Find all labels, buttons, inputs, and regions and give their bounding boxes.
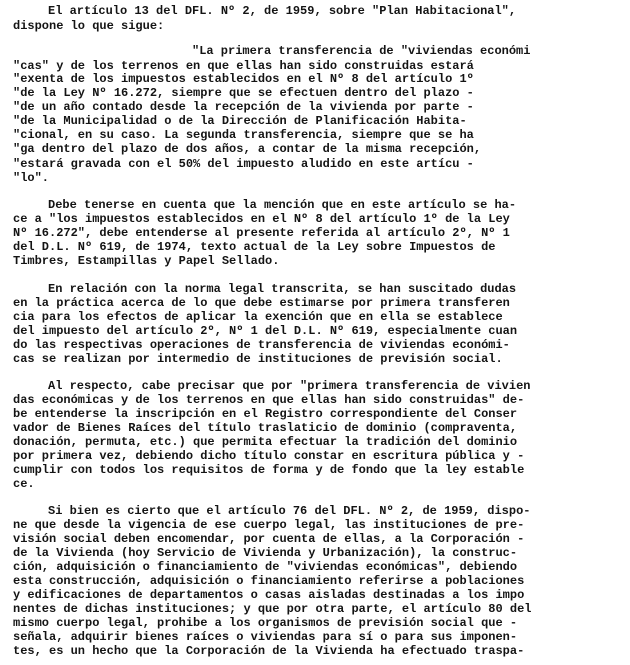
text-line: del impuesto del artículo 2º, Nº 1 del D.L. Nº 619, especialmente cuan (13, 324, 518, 338)
text-line: be entenderse la inscripción en el Registro correspondiente del Conser (13, 407, 518, 421)
text-line: Al respecto, cabe precisar que por "primera transferencia de vivien (48, 379, 531, 393)
text-line: y edificaciones de departamentos o casas aisladas destinadas a los impo (13, 588, 525, 602)
text-line: visión social deben encomendar, por cuenta de ellas, a la Corporación - (13, 532, 525, 546)
text-line: cas se realizan por intermedio de instituciones de previsión social. (13, 352, 503, 366)
text-line: esta construcción, adquisición o financiamiento referirse a poblaciones (13, 574, 525, 588)
text-line: ce. (13, 477, 35, 491)
text-line: Debe tenerse en cuenta que la mención que en este artículo se ha- (48, 198, 517, 212)
text-line: das económicas y de los terrenos en que ellas han sido construidas" de- (13, 393, 525, 407)
text-line: de la Vivienda (hoy Servicio de Vivienda y Urbanización), la construc- (13, 546, 518, 560)
text-line: En relación con la norma legal transcrita, se han suscitado dudas (48, 282, 517, 296)
text-line: mismo cuerpo legal, prohibe a los organismos de previsión social que - (13, 616, 518, 630)
text-line: cia para los efectos de aplicar la exención que en ella se establece (13, 310, 503, 324)
text-line: Si bien es cierto que el artículo 76 del DFL. Nº 2, de 1959, dispo- (48, 504, 531, 518)
text-line: en la práctica acerca de lo que debe estimarse por primera transferen (13, 296, 510, 310)
text-line: dispone lo que sigue: (13, 19, 165, 33)
text-line: cumplir con todos los requisitos de forma y de fondo que la ley estable (13, 463, 525, 477)
text-line: por primera vez, debiendo dicho título constar en escritura pública y - (13, 449, 525, 463)
text-line: Timbres, Estampillas y Papel Sellado. (13, 254, 280, 268)
text-line: "cas" y de los terrenos en que ellas han sido construidas estará (13, 59, 474, 73)
text-line: "La primera transferencia de "viviendas económi (192, 44, 531, 58)
text-line: ción, adquisición o financiamiento de "viviendas económicas", debiendo (13, 560, 518, 574)
text-line: "exenta de los impuestos establecidos en el Nº 8 del artículo 1º (13, 72, 474, 86)
text-line: "de la Municipalidad o de la Dirección de Planificación Habita- (13, 114, 467, 128)
text-line: "estará gravada con el 50% del impuesto aludido en este artícu - (13, 157, 474, 171)
text-line: "de la Ley Nº 16.272, siempre que se efectuen dentro del plazo - (13, 86, 474, 100)
text-line: ce a "los impuestos establecidos en el Nº 8 del artículo 1º de la Ley (13, 212, 510, 226)
text-line: El artículo 13 del DFL. Nº 2, de 1959, sobre "Plan Habitacional", (48, 4, 517, 18)
text-line: del D.L. Nº 619, de 1974, texto actual de la Ley sobre Impuestos de (13, 240, 496, 254)
text-line: "ga dentro del plazo de dos años, a contar de la misma recepción, (13, 142, 482, 156)
text-line: do las respectivas operaciones de transferencia de viviendas económi- (13, 338, 510, 352)
text-line: vador de Bienes Raíces del título traslaticio de dominio (compraventa, (13, 421, 518, 435)
text-line: Nº 16.272", debe entenderse al presente referida al artículo 2º, Nº 1 (13, 226, 510, 240)
text-line: tes, es un hecho que la Corporación de la Vivienda ha efectuado traspa- (13, 644, 525, 658)
text-line: señala, adquirir bienes raíces o viviendas para sí o para sus imponen- (13, 630, 518, 644)
text-line: ne que desde la vigencia de ese cuerpo legal, las instituciones de pre- (13, 518, 525, 532)
text-line: nentes de dichas instituciones; y que por otra parte, el artículo 80 del (13, 602, 532, 616)
text-line: "lo". (13, 171, 50, 185)
text-line: donación, permuta, etc.) que permita efectuar la tradición del dominio (13, 435, 518, 449)
text-line: "cional, en su caso. La segunda transferencia, siempre que se ha (13, 128, 474, 142)
text-line: "de un año contado desde la recepción de la vivienda por parte - (13, 100, 474, 114)
